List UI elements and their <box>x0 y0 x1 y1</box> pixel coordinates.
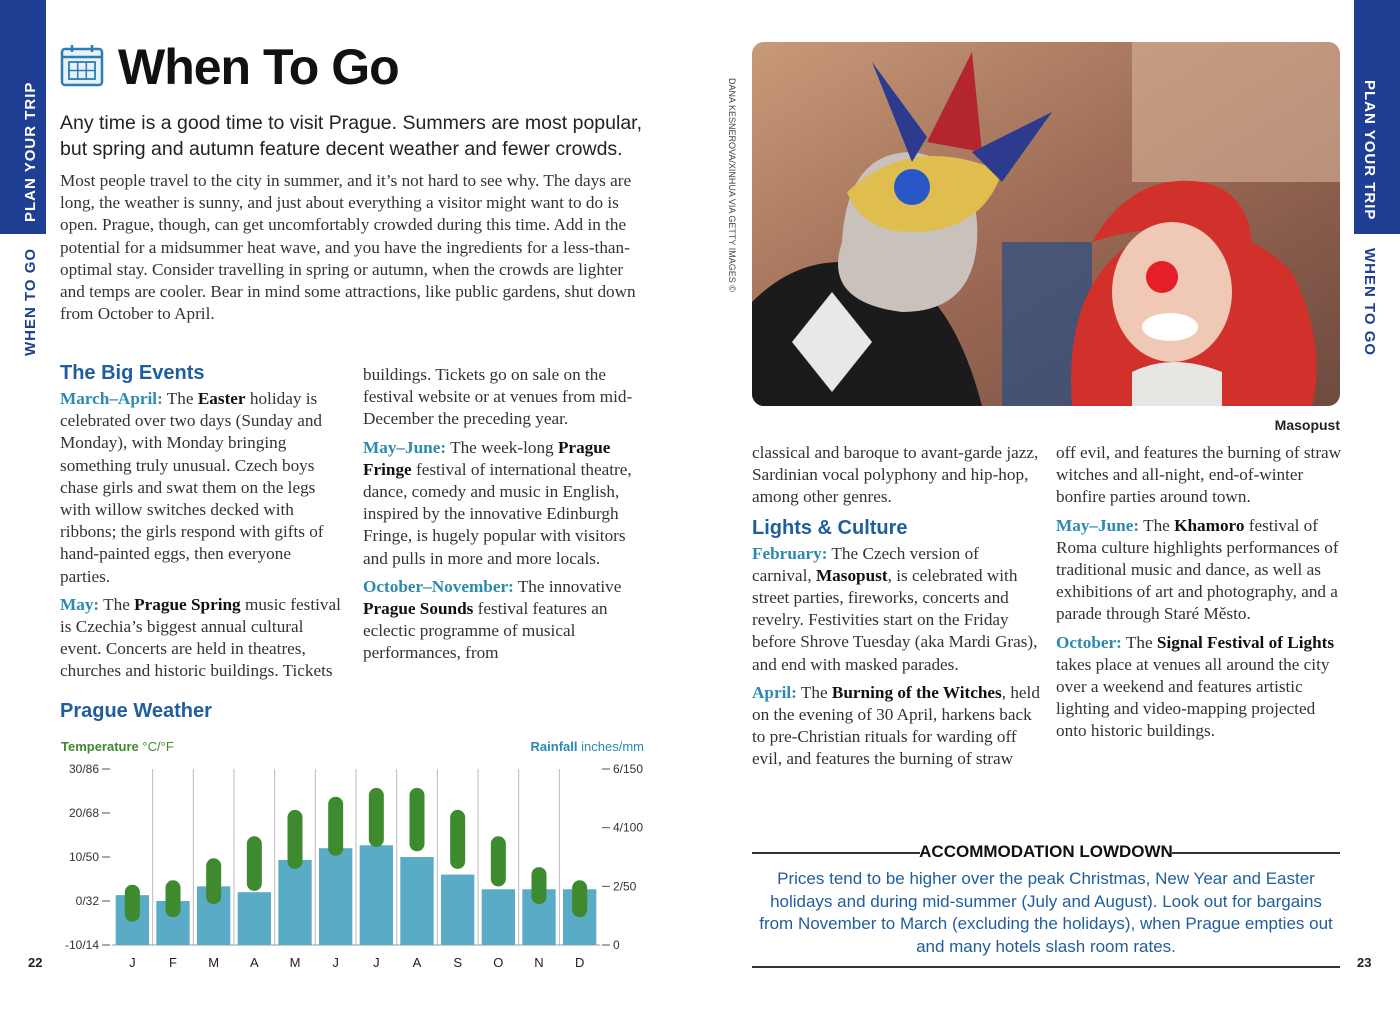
event-may-june: May–June: The week-long Prague Fringe festival of international theatre, dance, comedy and music in English, inspired by the innovative Edinburgh Fringe, is hugely popular with visitors and pulls in more and more locals. <box>363 437 632 568</box>
month-label: M <box>289 955 301 970</box>
temperature-tick-label: 0/32 <box>75 894 99 908</box>
rainfall-tick-label: 4/100 <box>613 820 644 835</box>
event-oct-nov: October–November: The innovative Prague Sounds festival features an eclectic programme of musical performances, from <box>363 576 622 663</box>
chapter-label-right: WHEN TO GO <box>1361 248 1378 357</box>
event-april: April: The Burning of the Witches, held on the evening of 30 April, harkens back to pre-Christian rituals for warding off evil, and features the burning of straw <box>752 682 1040 769</box>
intro-text: Any time is a good time to visit Prague. Summers are most popular, but spring and autumn feature decent weather and fewer crowds. <box>60 112 643 160</box>
body-text: Most people travel to the city in summer, and it’s not hard to see why. The days are long, the weather is sunny, and just about everything a visitor might want to do is open. Prague, though, can get uncomfortably crowded during this time. Add in the potential for a midsummer heat wave, and you have the ingredients for a less-than-optimal stay. Consider travelling in spring or autumn, when the crowds are lighter and temps are cooler. Bear in mind some attractions, like public gardens, shut down from October to April. <box>60 171 636 324</box>
event-october: October: The Signal Festival of Lights takes place at venues all around the city over a weekend and features artistic lighting and video-mapping projected onto historic buildings. <box>1056 632 1335 741</box>
chapter-label-left: WHEN TO GO <box>22 247 39 356</box>
month-label: F <box>169 955 177 970</box>
right-column-2 <box>1056 442 1342 749</box>
calendar-icon <box>60 43 104 92</box>
section-label-left: PLAN YOUR TRIP <box>22 81 39 222</box>
page-title-row <box>60 38 399 96</box>
lights-heading: Lights & Culture <box>752 516 908 539</box>
masopust-photo <box>752 42 1340 406</box>
month-label: O <box>493 955 504 970</box>
rainfall-legend: Rainfall inches/mm <box>530 739 644 754</box>
big-events-column-2 <box>363 364 653 671</box>
photo-caption: Masopust <box>1274 417 1340 433</box>
event-february: February: The Czech version of carnival, Masopust, is celebrated with street parties, fireworks, concerts and revelry. Festivities start on the Friday before Shrove Tuesday (aka Mardi Gras), and end with masked parades. <box>752 543 1038 674</box>
rainfall-bar <box>441 875 474 945</box>
rainfall-bar <box>482 889 515 945</box>
rainfall-bar <box>400 857 433 945</box>
month-label: A <box>412 955 422 970</box>
month-label: J <box>373 955 380 970</box>
page-number-left: 22 <box>28 955 43 970</box>
month-label: J <box>129 955 136 970</box>
photo-credit: DANA KESNEROVA/XINHUA VIA GETTY IMAGES © <box>727 78 737 292</box>
rainfall-tick-label: 0 <box>613 938 620 952</box>
rainfall-bar <box>238 892 271 945</box>
event-april-continued: off evil, and features the burning of straw witches and all-night, end-of-winter bonfire parties around town. <box>1056 443 1342 507</box>
rainfall-bar <box>319 848 352 945</box>
right-column-1 <box>752 442 1040 776</box>
event-may: May: The Prague Spring music festival is Czechia’s biggest annual cultural event. Concerts are held in theatres, churches and historic buildings. Tickets <box>60 594 341 681</box>
weather-heading: Prague Weather <box>60 700 212 722</box>
month-label: D <box>574 955 585 970</box>
accommodation-rule-bottom <box>752 966 1340 968</box>
temperature-tick-label: -10/14 <box>64 938 99 952</box>
month-label: S <box>453 955 463 970</box>
month-label: A <box>249 955 259 970</box>
event-may-continued: buildings. Tickets go on sale on the festival website or at venues from mid-December the preceding year. <box>363 365 633 429</box>
rainfall-bar <box>360 845 393 945</box>
accommodation-title: ACCOMMODATION LOWDOWN <box>919 842 1173 861</box>
rainfall-bar <box>278 860 311 945</box>
section-label-right: PLAN YOUR TRIP <box>1361 80 1378 221</box>
month-label: N <box>534 955 544 970</box>
rainfall-tick-label: 6/150 <box>613 762 644 776</box>
month-label: M <box>208 955 220 970</box>
weather-chart <box>60 755 660 975</box>
event-khamoro: May–June: The Khamoro festival of Roma culture highlights performances of traditional music and dance, as well as exhibitions of art and photography, and a parade through Staré Město. <box>1056 515 1339 624</box>
event-march-april: March–April: The Easter holiday is celebrated over two days (Sunday and Monday), with Monday bringing something truly unusual. Czech boys chase girls and swat them on the legs with willow switches decked with ribbons; the girls respond with gifts of hand-painted eggs, then everyone parties. <box>60 389 324 586</box>
page-number-right: 23 <box>1357 955 1372 970</box>
temperature-tick-label: 30/86 <box>68 762 99 776</box>
accommodation-text: Prices tend to be higher over the peak Christmas, New Year and Easter holidays and during mid-summer (July and August). Look out for bargains from November to March (excluding the holidays), when Prague empties out and many hotels slash room rates. <box>759 869 1333 956</box>
temperature-legend: Temperature °C/°F <box>61 739 174 754</box>
rainfall-tick-label: 2/50 <box>613 879 637 894</box>
big-events-heading: The Big Events <box>60 362 205 384</box>
temperature-tick-label: 10/50 <box>68 850 99 864</box>
big-events-column-1 <box>60 360 345 688</box>
temperature-tick-label: 20/68 <box>68 806 99 820</box>
month-label: J <box>332 955 339 970</box>
page-title: When To Go <box>118 39 399 95</box>
continued-text: classical and baroque to avant-garde jazz, Sardinian vocal polyphony and hip-hop, among other genres. <box>752 443 1039 507</box>
